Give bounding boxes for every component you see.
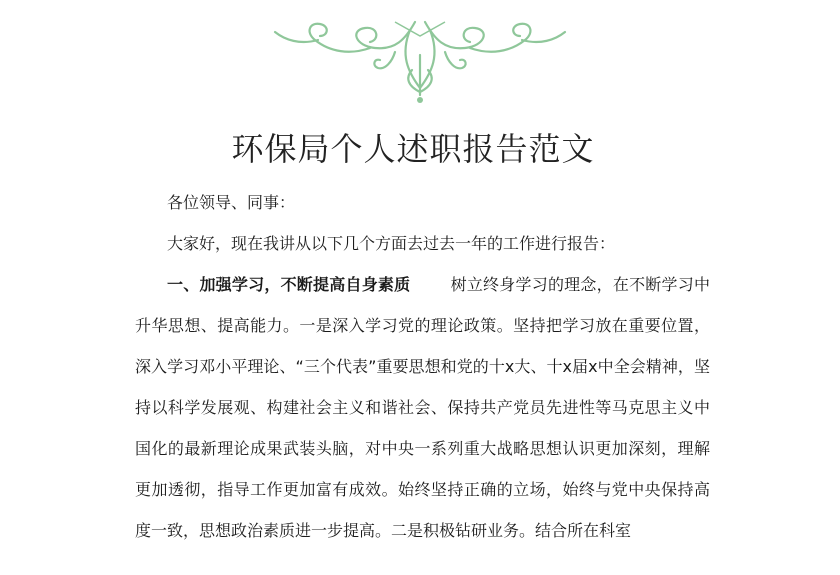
intro-paragraph: 大家好，现在我讲从以下几个方面去过去一年的工作进行报告： [167,234,616,253]
section-1-body: 树立终身学习的理念，在不断学习中升华思想、提高能力。一是深入学习党的理论政策。坚持把学习放在重要位置，深入学习邓小平理论、“三个代表”重要思想和党的十x大、十x届x中全会精神，坚持以科学发展观、构建社会主义和谐社会、保持共产党员先进性等马克思主义中国化的最新理论成果武装头脑，对中央一系列重大战略思想认识更加深刻，理解更加透彻，指导工作更加富有成效。始终坚持正确的立场，始终与党中央保持高度一致，思想政治素质进一步提高。二是积极钻研业务。结合所在科室 [135,275,710,540]
section-1-heading: 一、加强学习，不断提高自身素质 [167,275,411,294]
document-title: 环保局个人述职报告范文 [231,130,595,168]
greeting-paragraph: 各位领导、同事： [167,193,296,212]
document-body [135,182,710,551]
page-cutoff-fade [0,560,840,575]
section-1-paragraph [135,264,710,551]
decorative-header-ornament [0,0,840,110]
